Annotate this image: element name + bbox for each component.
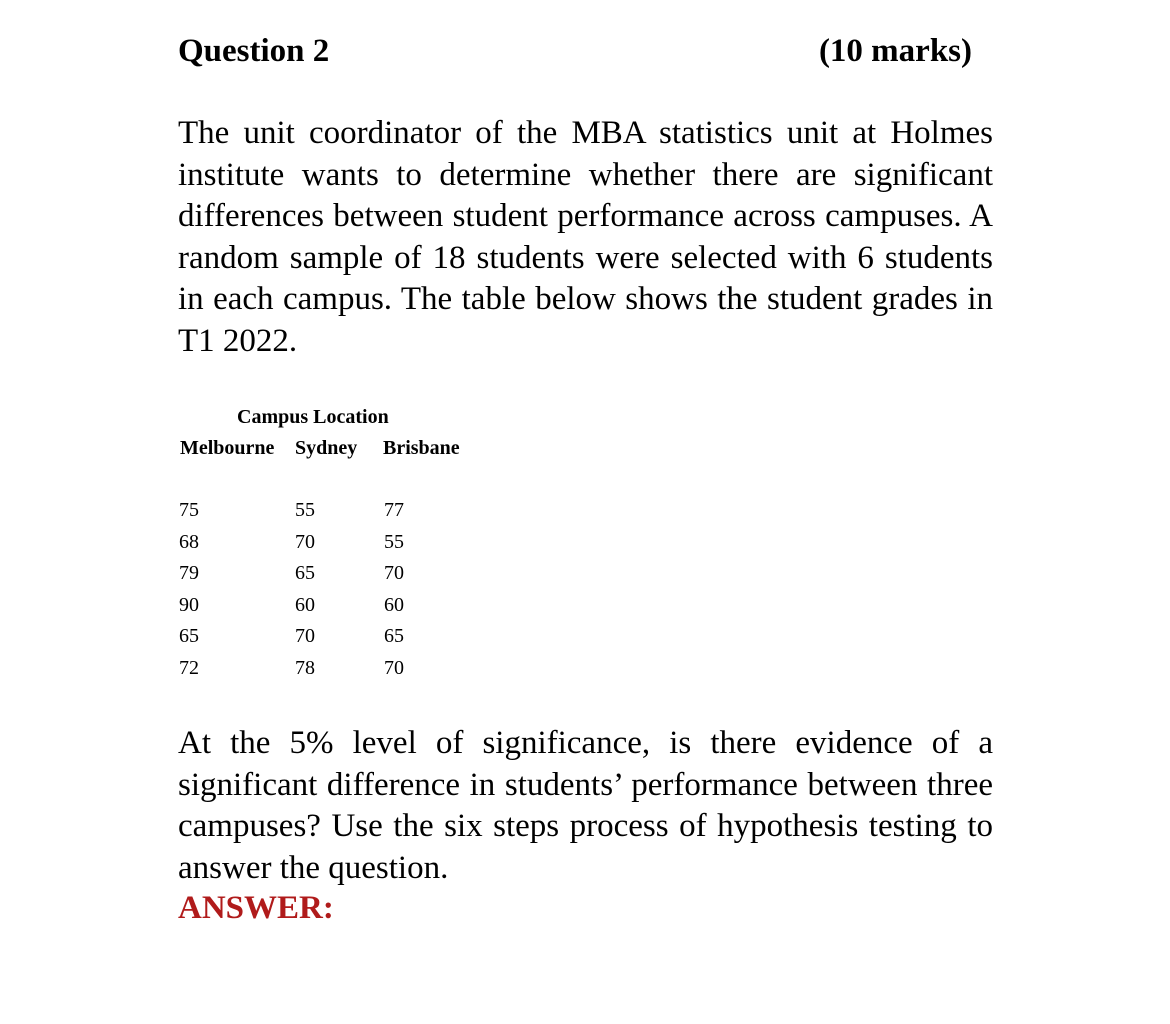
- table-cell: 60: [384, 593, 404, 616]
- table-cell: 60: [295, 593, 315, 616]
- table-cell: 68: [179, 530, 199, 553]
- column-header-brisbane: Brisbane: [383, 437, 460, 459]
- question-marks: (10 marks): [818, 33, 972, 69]
- table-cell: 90: [179, 593, 199, 616]
- table-cell: 75: [179, 499, 199, 521]
- table-cell: 70: [295, 530, 315, 553]
- column-header-sydney: Sydney: [295, 437, 358, 459]
- table-cell: 55: [295, 499, 315, 521]
- table-cell: 77: [384, 499, 404, 521]
- table-cell: 79: [179, 562, 199, 584]
- question-paragraph: At the 5% level of significance, is there evidence of a significant difference in students’ performance between three campuses? Use the six steps process of hypothesis testing to answer the question.: [178, 725, 993, 886]
- table-cell: 78: [295, 656, 315, 679]
- question-header: [178, 30, 972, 72]
- column-values-brisbane: [384, 495, 404, 684]
- column-values-sydney: [295, 495, 315, 684]
- table-cell: 55: [384, 530, 404, 553]
- table-cell: 65: [384, 625, 404, 647]
- column-header-melbourne: Melbourne: [180, 437, 275, 459]
- table-cell: 70: [295, 625, 315, 647]
- table-cell: 65: [179, 625, 199, 647]
- table-caption: Campus Location: [237, 406, 389, 428]
- column-values-melbourne: [179, 495, 199, 684]
- table-cell: 72: [179, 656, 199, 679]
- intro-paragraph: The unit coordinator of the MBA statistics unit at Holmes institute wants to determine whether there are significant differences between student performance across campuses. A random sample of 18 students were selected with 6 students in each campus. The table below shows the student grades in T1 2022.: [178, 115, 993, 359]
- table-cell: 70: [384, 562, 404, 584]
- table-cell: 70: [384, 656, 404, 679]
- question-title: Question 2: [178, 33, 330, 69]
- answer-label: ANSWER:: [178, 890, 334, 926]
- table-cell: 65: [295, 562, 315, 584]
